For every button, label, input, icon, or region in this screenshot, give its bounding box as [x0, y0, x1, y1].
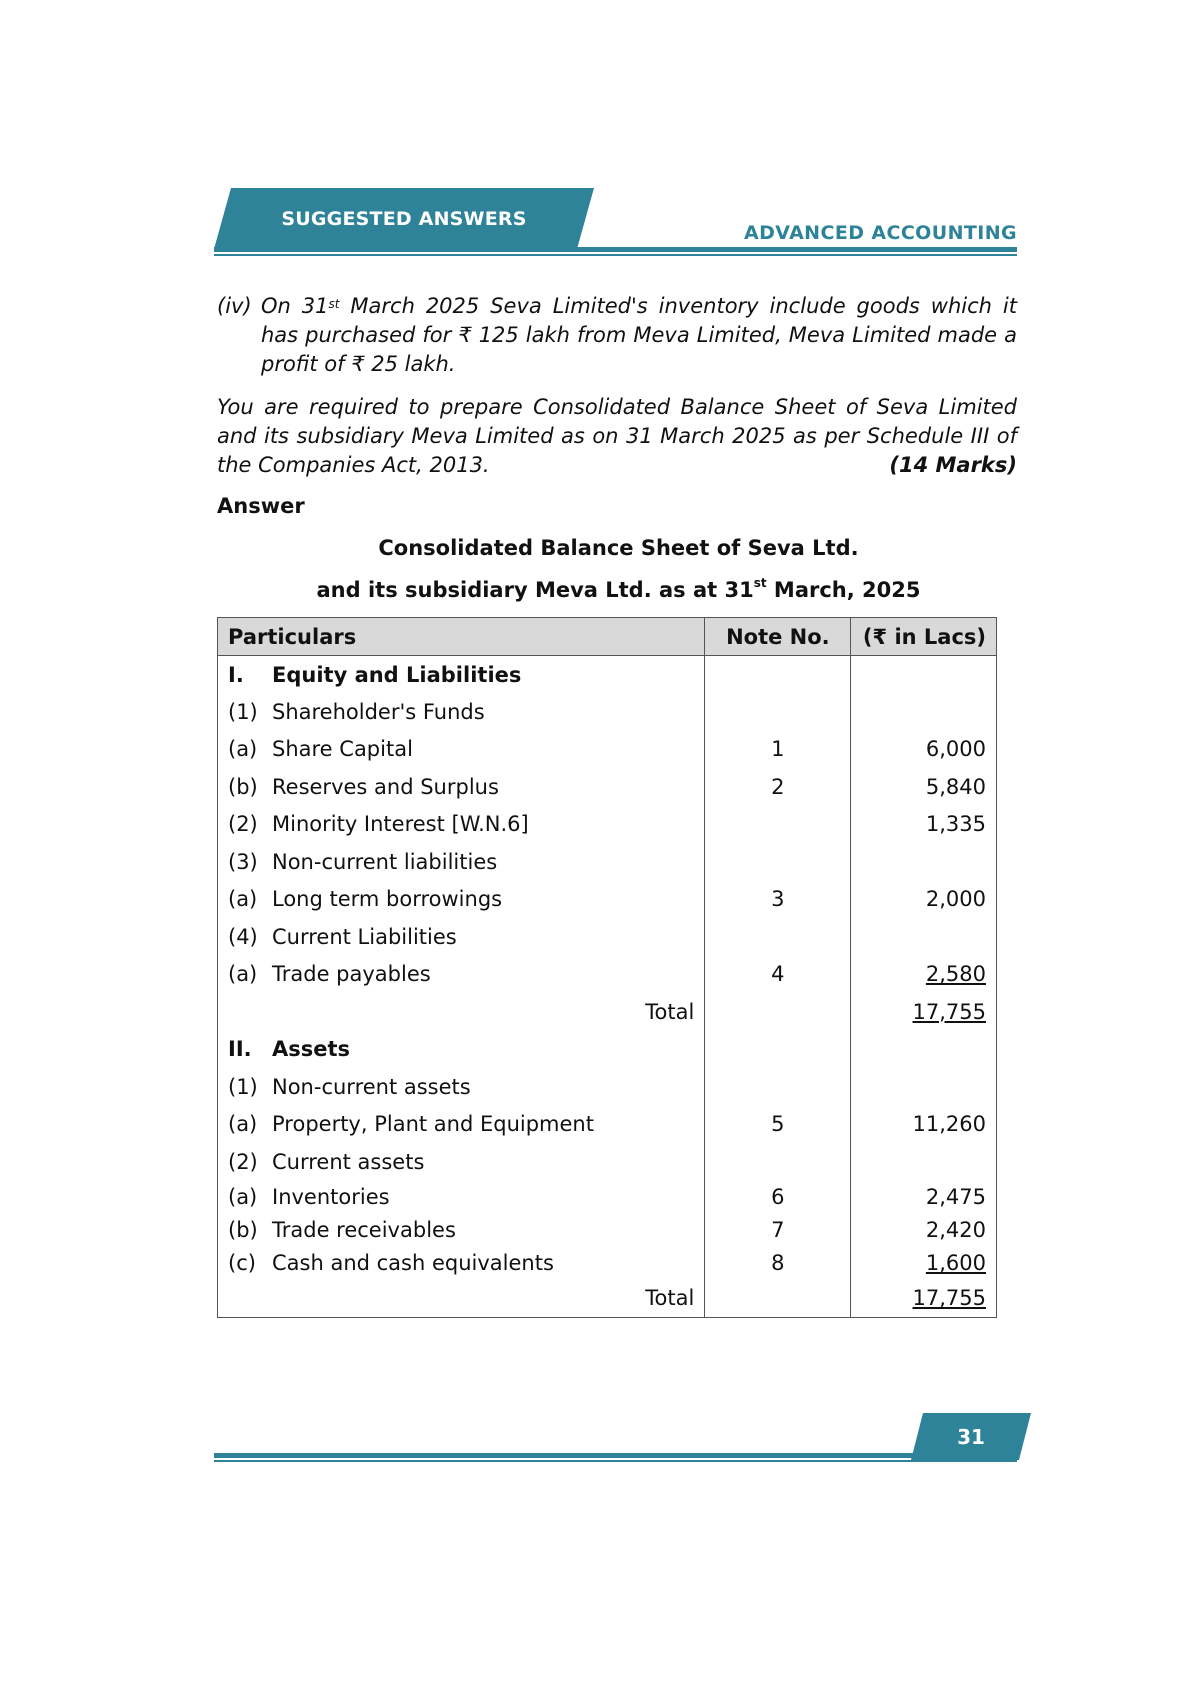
footer-rule-thin [214, 1460, 1017, 1462]
footer-rule-thick [214, 1453, 914, 1458]
table-row: (a) Trade payables 4 2,580 [218, 956, 997, 994]
header-right-title: ADVANCED ACCOUNTING [743, 222, 1017, 244]
table-row: I. Equity and Liabilities [218, 656, 997, 694]
table-header-row [218, 618, 997, 656]
item-text: On 31st March 2025 Seva Limited's inventory include goods which it has purchased for ₹ 125 lakh from Meva Limited, Meva Limited made a profit of ₹ 25 lakh. [261, 294, 1017, 376]
header-particulars: Particulars [218, 618, 705, 656]
balance-sheet-table [217, 617, 997, 1318]
table-row: (1) Shareholder's Funds [218, 693, 997, 731]
statement-title-line2: and its subsidiary Meva Ltd. as at 31st March, 2025 [316, 576, 921, 602]
header-rule-thin [214, 254, 1017, 256]
table-row: II. Assets [218, 1031, 997, 1069]
table-row: (2) Minority Interest [W.N.6] 1,335 [218, 806, 997, 844]
table-row: (c) Cash and cash equivalents 8 1,600 [218, 1247, 997, 1280]
question-item-iv [217, 292, 1017, 379]
table-row: (a) Inventories 6 2,475 [218, 1181, 997, 1214]
page-number: 31 [957, 1425, 985, 1449]
table-row: (b) Trade receivables 7 2,420 [218, 1214, 997, 1247]
requirement-text: You are required to prepare Consolidated Balance Sheet of Seva Limited and its subsidiary Meva Limited as on 31 March 2025 as per Schedule III of the Companies Act, 2013. (14 Marks) [217, 393, 1017, 480]
table-row: (1) Non-current assets [218, 1068, 997, 1106]
answer-heading: Answer [217, 494, 305, 518]
section-title: Assets [272, 1037, 351, 1062]
statement-title-line1: Consolidated Balance Sheet of Seva Ltd. [378, 536, 859, 560]
table-row: (2) Current assets [218, 1143, 997, 1181]
table-row: (a) Long term borrowings 3 2,000 [218, 881, 997, 919]
table-row: (a) Share Capital 1 6,000 [218, 731, 997, 769]
marks-label: (14 Marks) [889, 453, 1017, 477]
table-row: (3) Non-current liabilities [218, 843, 997, 881]
section-title: Equity and Liabilities [272, 662, 522, 687]
total-row: Total 17,755 [218, 993, 997, 1031]
header-left-title: SUGGESTED ANSWERS [281, 208, 527, 230]
table-row: (a) Property, Plant and Equipment 5 11,260 [218, 1106, 997, 1144]
header-note: Note No. [705, 618, 851, 656]
table-row: (b) Reserves and Surplus 2 5,840 [218, 768, 997, 806]
total-row: Total 17,755 [218, 1280, 997, 1318]
item-label: (iv) [217, 294, 252, 318]
header-rule-thick [214, 247, 1017, 252]
header-amount: (₹ in Lacs) [851, 618, 997, 656]
table-row: (4) Current Liabilities [218, 918, 997, 956]
